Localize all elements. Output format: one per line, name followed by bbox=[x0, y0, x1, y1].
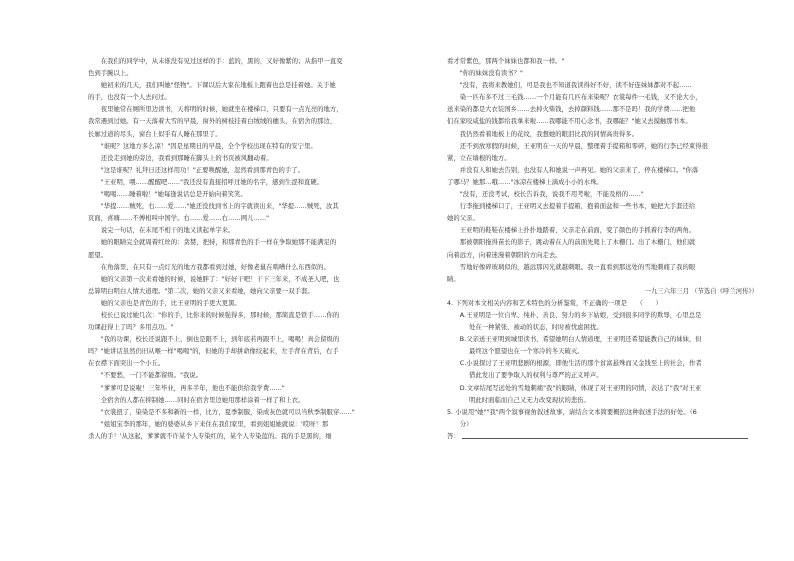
text-line: 说完一句话，在末尾不相干的地又读起单字来。 bbox=[100, 227, 235, 235]
text-line: 在衣襟下面突出一个小丘。 bbox=[88, 360, 165, 368]
text-line: 她的父亲也是青色的手，比王亚明的手更大更黑。 bbox=[100, 299, 241, 307]
text-line: 5. 小说用"她""我"两个叙事视角叙述故事，请结合文本简要概括这种叙述手法的好处。（6 bbox=[447, 408, 697, 416]
text-line: 我常遇到过她。有一天落着大雪的早晨，窗外的树枝挂着白绒绒的穗头，在宿舍的那边， bbox=[88, 118, 337, 126]
text-line: 明此时面临而自己又无力改变现状的悲伤。 bbox=[469, 396, 590, 404]
text-line: 雪地好像碎玻璃似的，越远那闪光就越刺眼。我一直看到那远处的雪地刺痛了我的眼 bbox=[459, 263, 696, 271]
text-line: "姐姐宝李的那年，她的婆婆从乡下来住在我们家里，看到姐姐她就说：'哎呀！那 bbox=[100, 420, 329, 428]
text-line: 夜里她常在厕所里边读书，天将明的时候，她就坐在楼梯口，只要有一点光亮的地方， bbox=[100, 106, 343, 114]
text-line: "这是谁呢？礼拜日还这样用功！"正要唤醒她，忽然看到那青色的手了。 bbox=[100, 166, 304, 174]
text-line: 送来染的都是大衣装国乡……去掉火柴钱，去掉颜料钱……那不是吗！我的学费……把他 bbox=[447, 106, 696, 114]
text-line: 染一匹布多不过三毛钱……一个月能有几匹布来染呢？衣裳每件一毛钱，又不论大小， bbox=[459, 94, 702, 102]
text-line: 吗？"她讲话虽然仍旧从喉一样"喝喝"的，但她的手却拼命像绞起来，左手背在背后，右手 bbox=[88, 348, 339, 356]
text-line: 校长已说过她几次："你的手，比你来的时候强得多，那时候，那简直是铁手……你的 bbox=[100, 311, 340, 319]
text-line: 长廊过道的尽头，窗台上似乎有人睡在那里了。 bbox=[88, 130, 222, 138]
text-line: "没有，还没考试，校长告诉我，说我不用考啦，不能及格的……" bbox=[459, 191, 644, 199]
text-line: 页面，喜嗨……不傅相叫中国学。右……爱……右……网儿……" bbox=[88, 215, 270, 223]
text-line: "衣裳扭了，染染是不多和新的一样，比方，夏季制服，染成灰色就可以当秋季制服穿……" bbox=[100, 408, 355, 416]
right-column bbox=[447, 56, 772, 443]
text-line: 全宿舍的人都在抑制她……同时在宿舍里边她用那样涂着一样了和上衣。 bbox=[100, 396, 305, 404]
answer-label: 答： bbox=[447, 432, 460, 440]
text-line: 一九三六年三月 （节选自《呼兰河传》） bbox=[644, 287, 758, 295]
text-line: "你的妹妹没有读书？" bbox=[459, 70, 523, 78]
text-line: 紧，立在墙根的地方。 bbox=[447, 154, 511, 162]
text-line: 还不到放寒假的时候，王亚明在一天的早晨，整理着手提箱和零碎，她的行李已经束得很 bbox=[459, 142, 708, 150]
answer-line[interactable] bbox=[462, 432, 748, 439]
text-line: "喝喝……睡着啦！"她每逢说话总是开始向着笑笑。 bbox=[100, 191, 247, 199]
text-line: "不要愁，一门不能都留级。"我说。 bbox=[100, 372, 203, 380]
text-line: 她的父亲第一次来看她的时候，说她胖了："好好干吧！干下三年来，不成圣人吧，也 bbox=[100, 275, 340, 283]
text-line: 向着远方，向着迷漫着朝阳的方向走去。 bbox=[447, 251, 562, 259]
text-line: 王亚明的鞋鞋在楼梯上扑扑地踏着，父亲走在前面，变了颜色的手抓着行李的两角。 bbox=[459, 227, 696, 235]
text-line: 看才常紫色，那两个妹妹也都和我一样。" bbox=[447, 58, 565, 65]
text-line: 我仍然看着地板上的花纹，我想她的眼泪比我的同情高贵得多。 bbox=[459, 130, 638, 138]
text-line: 最终这个愿望也在一个寒冷的冬天破灭。 bbox=[469, 348, 584, 356]
text-line: 借此发出了要争取人的权利与尊严的正义呼声。 bbox=[469, 372, 603, 380]
text-line: 她初来的几天，我们叫她"怪物"。下课以后大家在地板上跑着也总是挂着她。关于她 bbox=[100, 82, 336, 90]
text-line: 她的眼睛完全就周着红丝的：贪婪，把持，和那青色的手一样在争取她那不能满足的 bbox=[100, 239, 337, 247]
text-line: 她的父亲。 bbox=[447, 215, 479, 223]
text-line: 了哪马？她那…哦……"冰凉在楼梯上滴成小小的水珠。 bbox=[447, 178, 603, 186]
text-line: "爹爹可是说啦！三年毕业，再多半年，他也不能供给我学费……" bbox=[100, 384, 285, 392]
text-line: 的手，也没有一个人去问过。 bbox=[88, 94, 171, 102]
text-line: 色到手腕以上。 bbox=[88, 70, 133, 78]
text-line: C.小说探讨了王亚明悲剧的根源，即他生活的那个贫富悬殊而又金钱至上的社会，作者 bbox=[459, 360, 702, 368]
text-line: 愿望。 bbox=[88, 251, 108, 259]
text-line: 睛。 bbox=[447, 275, 460, 283]
text-line: 并没有人和她去告别，也没有人和她说一声再见。她的父亲来了，停在楼梯口。"你落 bbox=[459, 166, 699, 174]
left-column bbox=[88, 56, 408, 443]
right-column-text bbox=[447, 56, 772, 431]
text-line: 杀人的手！'从这起，爹爹就不许某个人专染红的，某个人专染蓝的。我的手是黑的，细 bbox=[88, 432, 332, 440]
text-line: 们在家咬咸盐的钱都给我拿来啦……我哪能不用心念书，我哪能？"她又去摸触那书本。 bbox=[447, 118, 692, 126]
text-line: 在我们的同学中，从未谁没有见过这样的手：蓝的，黑的，又好像紫的；从指甲一直变 bbox=[100, 58, 343, 65]
text-line: D.文章结尾写远处的雪地刺痛"我"的眼睛，体现了对王亚明的同情，表达了"我"对王亚 bbox=[459, 384, 702, 392]
text-line: 还没走到她的旁边，我看到那睡在脚头上的书页被风翻动着。 bbox=[100, 154, 273, 162]
text-line: 总算明白明白人情大道理。"第二次，她的父亲又来看她，她向父亲要一双手套。 bbox=[88, 287, 314, 295]
answer-row bbox=[447, 431, 772, 443]
text-line: B.父亲送王亚明到城里读书，希望她明白人情道理，王亚明还希望能教自己的妹妹，但 bbox=[459, 336, 702, 344]
text-line: "没有，我将来教她们，可是我也不知道我读得好不好，读不好连妹妹都对不起…… bbox=[459, 82, 692, 90]
text-line: A.王亚明是一位自卑、纯朴、善良、努力的乡下姑娘，受到很多同学的欺辱，心里总是 bbox=[459, 311, 702, 319]
text-line: "谁呢？这地方多么凉！"因是星期日的早晨，全个学校出现在特有的安宁里。 bbox=[100, 142, 317, 150]
text-line: 那被朝阳拖得苗长的影子，跳动着在人的前面先爬上了木栅门。出了木栅门，他们就 bbox=[459, 239, 696, 247]
text-line: 在角落里，在只有一点灯光的地方我都看到过她，好像老鼠在啮嘈什么东西似的。 bbox=[100, 263, 330, 271]
text-line: "我的功课，校长还说跟不上，倒也是跟不上，到年底若再跟不上，喝喝！真会留级的 bbox=[100, 336, 340, 344]
text-line: "王亚明，喂……醒醒吧……"我还没有直接招呼过她的名字，感到生涩和直硬。 bbox=[100, 178, 324, 186]
text-line: "华提……贼死，右……爱……"她还没找到书上的字就读出来，"华提……贼死，汝其 bbox=[100, 203, 339, 211]
text-line: 处在一种紧张、被动的状态，时时被忧虑困扰。 bbox=[469, 324, 603, 332]
text-line: 行李拖到楼梯口了，王亚明又去提着手提箱，抱着面盆和一些书本，她把大手套还给 bbox=[459, 203, 696, 211]
text-line: 分） bbox=[459, 420, 473, 428]
text-line: 功课赶得上了吗？多用点功。" bbox=[88, 324, 174, 332]
text-line: 4. 下列对本文相关内容和艺术特色的分析鉴赏，不正确的一项是 （ ） bbox=[447, 299, 662, 307]
